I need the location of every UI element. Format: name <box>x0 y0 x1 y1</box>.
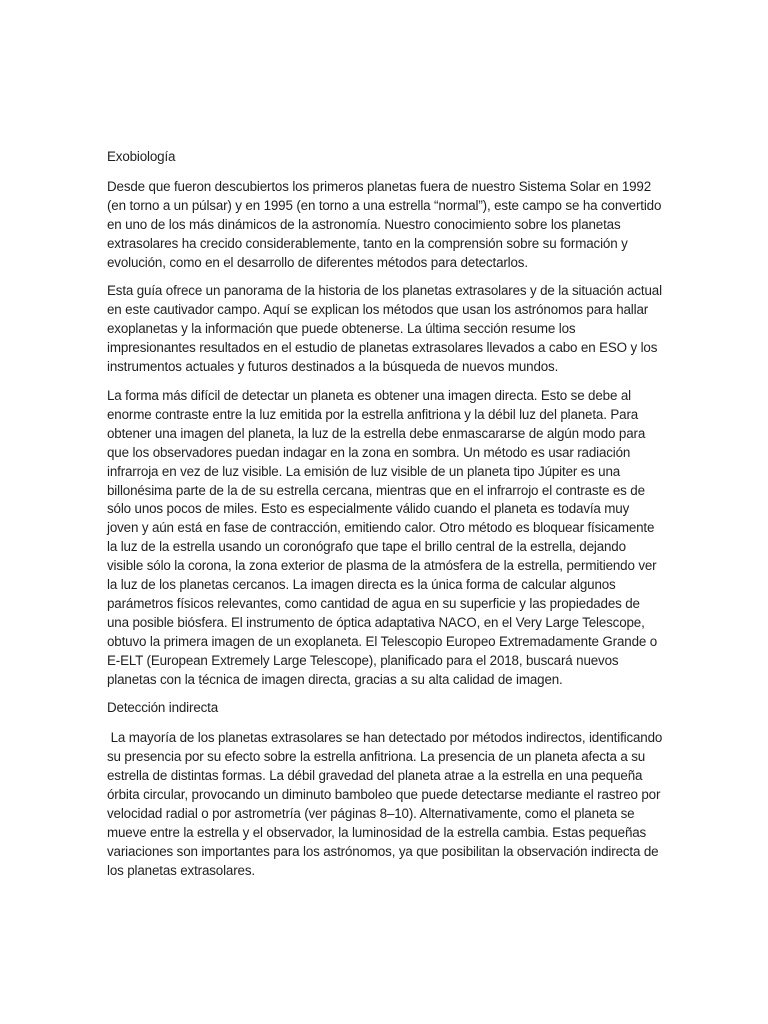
section-title-indirect-detection: Detección indirecta <box>107 700 219 716</box>
paragraph-direct-imaging: La forma más difícil de detectar un planeta es obtener una imagen directa. Esto se debe al enorme contraste entre la luz emitida por la estrella anfitriona y la débil luz del planeta. Para obtener una imagen del planeta, la luz de la estrella debe enmascararse de algún modo para que los observadores puedan indagar en la zona en sombra. Un método es usar radiación infrarroja en vez de luz visible. La emisión de luz visible de un planeta tipo Júpiter es una billonésima parte de la de su estrella cercana, mientras que en el infrarrojo el contraste es de sólo unos pocos de miles. Esto es especialmente válido cuando el planeta es todavía muy joven y aún está en fase de contracción, emitiendo calor. Otro método es bloquear físicamente la luz de la estrella usando un coronógrafo que tape el brillo central de la estrella, dejando visible sólo la corona, la zona exterior de plasma de la atmósfera de la estrella, permitiendo ver la luz de los planetas cercanos. La imagen directa es la única forma de calcular algunos parámetros físicos relevantes, como cantidad de agua en su superficie y las propiedades de una posible biósfera. El instrumento de óptica adaptativa NACO, en el Very Large Telescope, obtuvo la primera imagen de un exoplaneta. El Telescopio Europeo Extremadamente Grande o E-ELT (European Extremely Large Telescope), planificado para el 2018, buscará nuevos planetas con la técnica de imagen directa, gracias a su alta calidad de imagen. <box>107 387 658 687</box>
document-body <box>107 148 666 891</box>
document-title: Exobiología <box>107 149 176 164</box>
paragraph-guide-overview: Esta guía ofrece un panorama de la historia de los planetas extrasolares y de la situación actual en este cautivador campo. Aquí se explican los métodos que usan los astrónomos para hallar exoplanetas y la información que puede obtenerse. La última sección resume los impresionantes resultados en el estudio de planetas extrasolares llevados a cabo en ESO y los instrumentos actuales y futuros destinados a la búsqueda de nuevos mundos. <box>107 283 662 375</box>
paragraph-indirect-detection: La mayoría de los planetas extrasolares se han detectado por métodos indirectos, identificando su presencia por su efecto sobre la estrella anfitriona. La presencia de un planeta afecta a su estrella de distintas formas. La débil gravedad del planeta atrae a la estrella en una pequeña órbita circular, provocando un diminuto bamboleo que puede detectarse mediante el rastreo por velocidad radial o por astrometría (ver páginas 8–10). Alternativamente, como el planeta se mueve entre la estrella y el observador, la luminosidad de la estrella cambia. Estas pequeñas variaciones son importantes para los astrónomos, ya que posibilitan la observación indirecta de los planetas extrasolares. <box>107 730 666 878</box>
paragraph-intro: Desde que fueron descubiertos los primeros planetas fuera de nuestro Sistema Solar en 1992 (en torno a un púlsar) y en 1995 (en torno a una estrella “normal”), este campo se ha convertido en uno de los más dinámicos de la astronomía. Nuestro conocimiento sobre los planetas extrasolares ha crecido considerablemente, tanto en la comprensión sobre su formación y evolución, como en el desarrollo de diferentes métodos para detectarlos. <box>107 178 662 270</box>
